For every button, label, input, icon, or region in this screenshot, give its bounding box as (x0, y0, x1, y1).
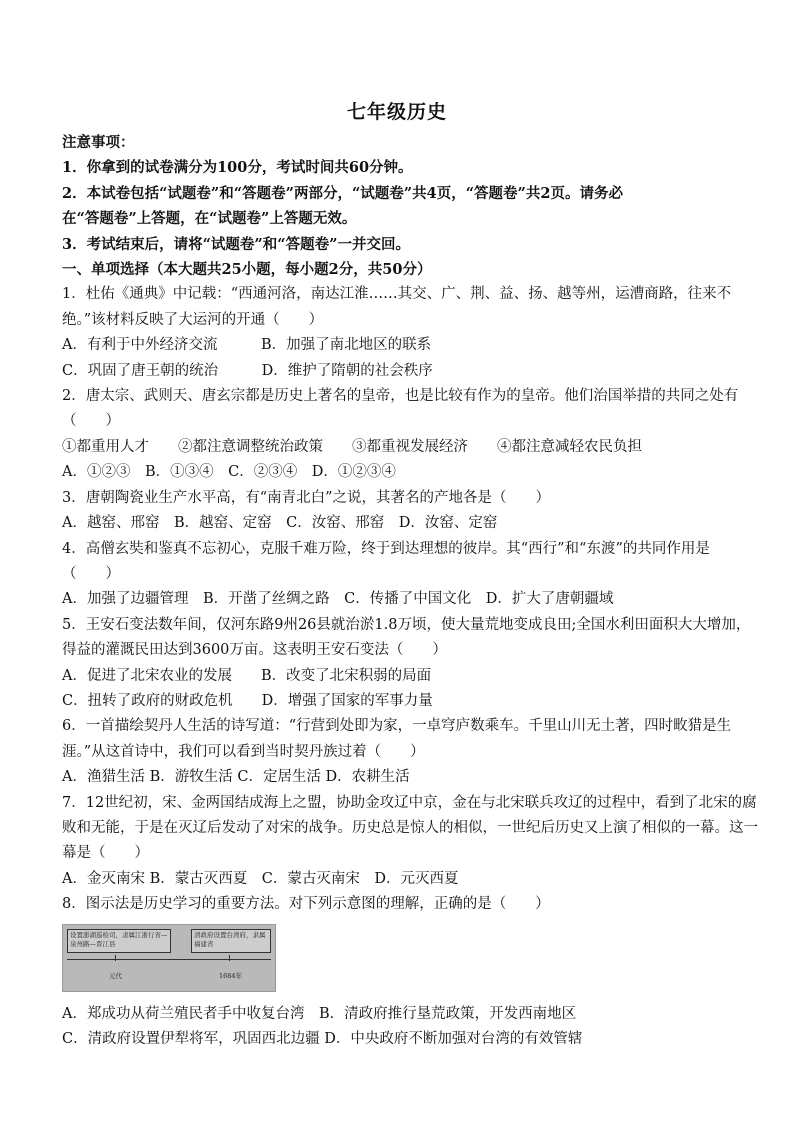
question-options: A．渔猎生活 B．游牧生活 C．定居生活 D．农耕生活 (62, 769, 410, 786)
question-stem: 1．杜佑《通典》中记载：“西通河洛，南达江淮……其交、广、荆、益、扬、越等州，运漕商路，往来不 (62, 286, 732, 303)
question-stem: 得益的灌溉民田达到3600万亩。这表明王安石变法（ ） (62, 642, 447, 659)
question-options: A．郑成功从荷兰殖民者手中收复台湾 B．清政府推行垦荒政策，开发西南地区 (62, 1005, 577, 1022)
question-options: A．越窑、邢窑 B．越窑、定窑 C．汝窑、邢窑 D．汝窑、定窑 (62, 515, 498, 532)
section-heading: 一、单项选择（本大题共25小题，每小题2分，共50分） (62, 261, 432, 279)
question-stem: 8．图示法是历史学习的重要方法。对下列示意图的理解，正确的是（ ） (62, 896, 550, 913)
question-stem: 败和无能，于是在灭辽后发动了对宋的战争。历史总是惊人的相似，一世纪后历史又上演了相似的一幕。这一 (62, 819, 758, 836)
notice-item: 在“答题卷”上答题，在“试题卷”上答题无效。 (62, 210, 357, 228)
timeline-tick (229, 955, 230, 961)
page-title: 七年级历史 (346, 101, 447, 123)
notice-heading: 注意事项： (62, 134, 135, 151)
question-stem: （ ） (62, 413, 120, 430)
question-stem: 绝。”该材料反映了大运河的开通（ ） (62, 311, 324, 328)
question-stem: 幕是（ ） (62, 845, 149, 862)
question-stem: 4．高僧玄奘和鉴真不忘初心，克服千难万险，终于到达理想的彼岸。其“西行”和“东渡”的共同作用是 (62, 540, 710, 557)
question-options: C．扭转了政府的财政危机 D．增强了国家的军事力量 (62, 692, 433, 709)
question-stem: 涯。”从这首诗中，我们可以看到当时契丹族过着（ ） (62, 743, 425, 760)
question-options: C．巩固了唐王朝的统治 D．维护了隋朝的社会秩序 (62, 362, 433, 379)
question-stem: 3．唐朝陶瓷业生产水平高，有“南青北白”之说，其著名的产地各是（ ） (62, 489, 551, 506)
figure-label-yuan: 元代 (109, 971, 122, 980)
notice-item: 3．考试结束后，请将“试题卷”和“答题卷”一并交回。 (62, 235, 410, 253)
question-options: A．促进了北宋农业的发展 B．改变了北宋积弱的局面 (62, 667, 432, 684)
question-stem: 6．一首描绘契丹人生活的诗写道：“行营到处即为家，一卓穹庐数乘车。千里山川无土著，四时畋猎是生 (62, 718, 732, 735)
exam-content (62, 130, 758, 1052)
question-options: A．金灭南宋 B．蒙古灭西夏 C．蒙古灭南宋 D．元灭西夏 (62, 870, 459, 887)
question-options: A．①②③ B．①③④ C．②③④ D．①②③④ (62, 464, 396, 481)
timeline-tick (115, 955, 116, 961)
question-options: A．加强了边疆管理 B．开凿了丝绸之路 C．传播了中国文化 D．扩大了唐朝疆域 (62, 591, 614, 608)
question-options: C．清政府设置伊犁将军，巩固西北边疆 D．中央政府不断加强对台湾的有效管辖 (62, 1031, 583, 1047)
question-stem: （ ） (62, 565, 120, 582)
timeline-figure (62, 924, 276, 992)
question-stem: ①都重用人才 ②都注意调整统治政策 ③都重视发展经济 ④都注意减轻农民负担 (62, 438, 642, 455)
figure-label-1684: 1684年 (219, 971, 243, 980)
question-stem: 2．唐太宗、武则天、唐玄宗都是历史上著名的皇帝，也是比较有作为的皇帝。他们治国举措的共同之处有 (62, 388, 739, 405)
question-options: A．有利于中外经济交流 B．加强了南北地区的联系 (62, 337, 432, 354)
notice-item: 1．你拿到的试卷满分为100分，考试时间共60分钟。 (62, 159, 413, 177)
question-stem: 7．12世纪初，宋、金两国结成海上之盟，协助金攻辽中京，金在与北宋联兵攻辽的过程中，看到了北宋的腐 (62, 794, 757, 811)
timeline-axis (67, 959, 271, 960)
figure-box-qing: 清政府设置台湾府，隶属福建省 (191, 929, 271, 953)
figure-box-yuan: 设置澎湖巡检司，隶属江浙行省—泉州路—晋江县 (67, 929, 171, 953)
notice-item: 2．本试卷包括“试题卷”和“答题卷”两部分，“试题卷”共4页，“答题卷”共2页。请务必 (62, 184, 623, 202)
question-stem: 5．王安石变法数年间，仅河东路9州26县就治淤1.8万顷，使大量荒地变成良田;全国水利田面积大大增加， (62, 616, 751, 633)
